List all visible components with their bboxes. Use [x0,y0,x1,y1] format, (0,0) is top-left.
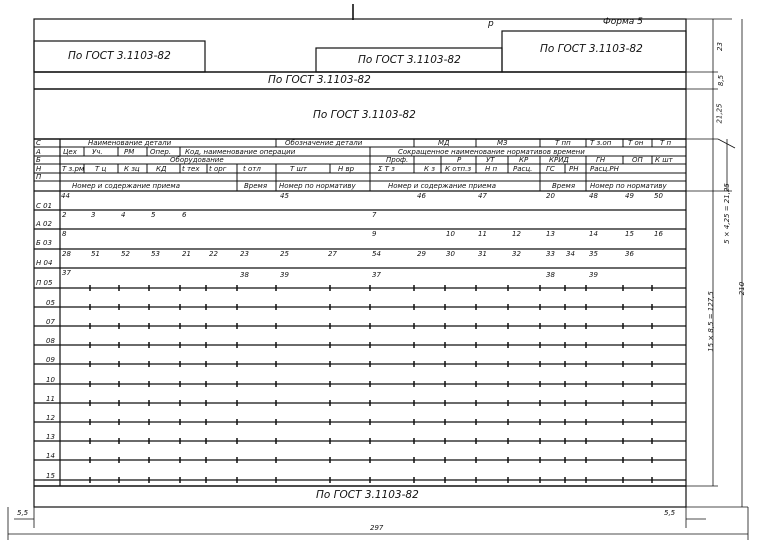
cell-number: 3 [91,211,96,219]
hdr-mz: МЗ [497,139,508,147]
hdr-kzc: К зц [124,165,140,173]
cell-number: 21 [182,250,191,258]
cell-number: 35 [589,250,598,258]
hdr-tzrm: Т з.рм [62,165,85,173]
cell-number: 13 [546,230,555,238]
gost-top-right: По ГОСТ 3.1103-82 [540,43,643,55]
hdr-prof: Проф. [386,156,409,164]
dim-297: 297 [370,524,384,532]
cell-number: 49 [625,192,634,200]
hdr-rasc-rn: Расц.РН [590,165,619,173]
cell-number: 32 [512,250,521,258]
form-mark-p: р [488,19,494,29]
dim-23: 23 [715,42,724,51]
cell-number: 25 [280,250,289,258]
hdr-rasc: Расц. [513,165,533,173]
hdr-kd: КД [156,165,167,173]
service-letter: Н [36,165,42,173]
cell-number: 8 [62,230,67,238]
hdr-shop: Цех [63,148,77,156]
cell-number: 34 [566,250,575,258]
cell-number: 39 [280,271,289,279]
row-code: 08 [46,337,55,345]
hdr-r: Р [457,156,462,164]
cell-number: 44 [61,192,70,200]
cell-number: 31 [478,250,487,258]
cell-number: 5 [151,211,156,219]
hdr-md: МД [438,139,450,147]
hdr-part-code: Обозначение детали [285,139,363,147]
hdr-kz: К з [424,165,435,173]
cell-number: 50 [654,192,663,200]
cell-number: 6 [182,211,187,219]
gost-band: По ГОСТ 3.1103-82 [268,74,371,86]
hdr-gn: ГН [596,156,606,164]
hdr-kpcs: К шт [655,156,673,164]
cell-number: 45 [280,192,289,200]
hdr-kr: КР [519,156,529,164]
row-code: 07 [46,318,55,326]
cell-number: 38 [546,271,555,279]
dim-21-25: 21,25 [715,103,724,124]
cell-number: 47 [478,192,487,200]
cell-number: 12 [512,230,521,238]
hdr-nvr: Н вр [338,165,355,173]
hdr-tsht: Т шт [290,165,307,173]
cell-number: 52 [121,250,130,258]
cell-number: 20 [546,192,555,200]
gost-top-left: По ГОСТ 3.1103-82 [68,50,171,62]
hdr-section: Уч. [92,148,103,156]
form-number: Форма 5 [603,17,643,27]
hdr-norm-no-1: Номер по нормативу [279,182,356,190]
row-code: 14 [46,452,55,460]
hdr-oper-name: Код, наименование операции [185,148,296,156]
cell-number: 28 [62,250,71,258]
row-code: Н 04 [36,259,53,267]
hdr-equipment: Оборудование [170,156,224,164]
hdr-technique-1: Номер и содержание приема [72,182,180,190]
cell-number: 4 [121,211,126,219]
hdr-time-1: Время [244,182,268,190]
hdr-time-norms: Сокращенное наименование нормативов времени [398,148,585,156]
row-code: А 02 [36,220,52,228]
row-code: 15 [46,472,55,480]
cell-number: 33 [546,250,555,258]
cell-number: 14 [589,230,598,238]
cell-number: 27 [328,250,337,258]
hdr-ut: УТ [486,156,495,164]
hdr-oper: Опер. [150,148,172,156]
gost-top-mid: По ГОСТ 3.1103-82 [358,54,461,66]
service-letter: А [36,148,41,156]
service-letter: П [36,173,42,181]
dim-5x4-25: 5 × 4,25 = 21,25 [722,183,731,244]
cell-number: 15 [625,230,634,238]
hdr-ton: Т он [628,139,644,147]
row-code: 09 [46,356,55,364]
cell-number: 39 [589,271,598,279]
hdr-totl: t отл [243,165,261,173]
hdr-gs: ГС [546,165,555,173]
row-code: 05 [46,299,55,307]
cell-number: 23 [240,250,249,258]
cell-number: 53 [151,250,160,258]
dim-5-5-right: 5,5 [664,509,676,517]
cell-number: 16 [654,230,663,238]
row-code: 12 [46,414,55,422]
cell-number: 38 [240,271,249,279]
hdr-torg: t орг [209,165,227,173]
hdr-time-2: Время [552,182,576,190]
cell-number: 30 [446,250,455,258]
hdr-tc: Т ц [95,165,107,173]
hdr-kotpz: К отп.з [445,165,472,173]
hdr-rn: РН [569,165,579,173]
cell-number: 7 [372,211,377,219]
service-letter: Б [36,156,41,164]
gost-bottom: По ГОСТ 3.1103-82 [316,489,419,501]
row-code: П 05 [36,279,53,287]
gost-main: По ГОСТ 3.1103-82 [313,109,416,121]
cell-number: 48 [589,192,598,200]
cell-number: 2 [62,211,67,219]
dim-8-5: 8,5 [717,74,726,87]
dim-15x8-5: 15 × 8,5 = 127,5 [706,291,715,352]
row-code: С 01 [36,202,53,210]
cell-number: 36 [625,250,634,258]
cell-number: 37 [372,271,381,279]
row-code: 13 [46,433,55,441]
hdr-rm: РМ [124,148,135,156]
row-code: Б 03 [36,239,52,247]
row-code: 10 [46,376,55,384]
row-code: 11 [46,395,55,403]
cell-number: 22 [209,250,218,258]
cell-number: 9 [372,230,377,238]
hdr-technique-2: Номер и содержание приема [388,182,496,190]
hdr-tpp: Т пп [555,139,571,147]
hdr-ttech: t тех [182,165,200,173]
service-letter: С [36,139,41,147]
cell-number: 11 [478,230,487,238]
dim-5-5-left: 5,5 [17,509,29,517]
hdr-np: Н п [485,165,498,173]
hdr-part-name: Наименование детали [88,139,172,147]
dim-210: 210 [738,281,747,296]
cell-number: 37 [62,269,71,277]
cell-number: 10 [446,230,455,238]
hdr-krid: КРИД [549,156,569,164]
hdr-op: ОП [632,156,643,164]
hdr-norm-no-2: Номер по нормативу [590,182,667,190]
cell-number: 29 [417,250,426,258]
hdr-tzop: Т з.оп [590,139,612,147]
cell-number: 51 [91,250,100,258]
cell-number: 54 [372,250,381,258]
hdr-tp: Т п [660,139,672,147]
cell-number: 46 [417,192,426,200]
hdr-sum-tz: Σ Т з [378,165,395,173]
